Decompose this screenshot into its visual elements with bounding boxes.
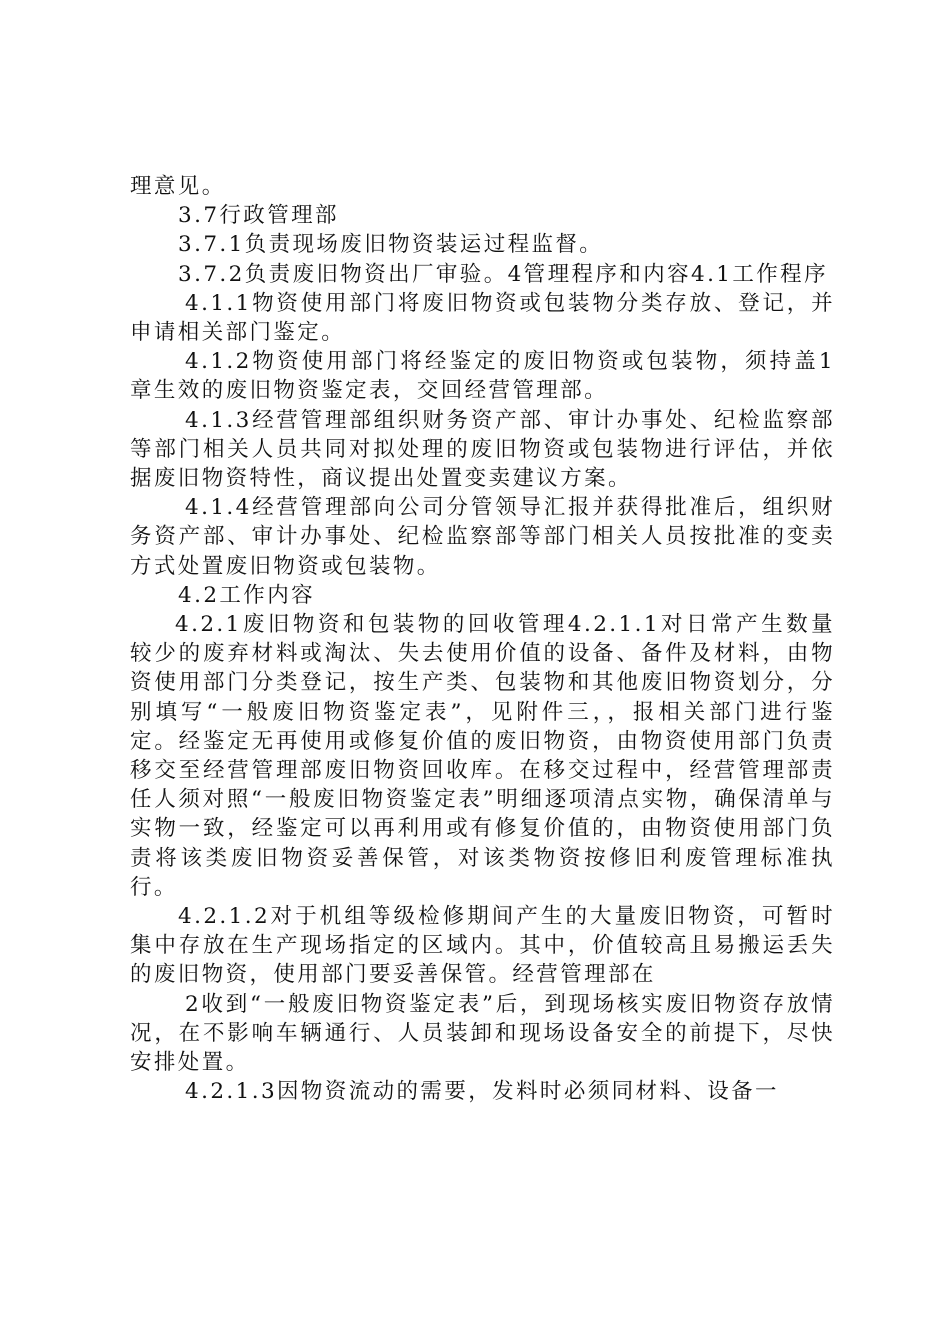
paragraph: 4.2.1废旧物资和包装物的回收管理4.2.1.1对日常产生数量较少的废弃材料或淘汰、失去使用价值的设备、备件及材料，由物资使用部门分类登记，按生产类、包装物和其他废旧物资划分，分别填写“一般废旧物资鉴定表”，见附件三，，报相关部门进行鉴定。经鉴定无再使用或修复价值的废旧物资，由物资使用部门负责移交至经营管理部废旧物资回收库。在移交过程中，经营管理部责任人须对照“一般废旧物资鉴定表”明细逐项清点实物，确保清单与实物一致，经鉴定可以再利用或有修复价值的，由物资使用部门负责将该类废旧物资妥善保管，对该类物资按修旧利废管理标准执行。 xyxy=(130,612,835,900)
paragraph: 4.1.2物资使用部门将经鉴定的废旧物资或包装物，须持盖1章生效的废旧物资鉴定表，交回经营管理部。 xyxy=(130,349,835,404)
paragraph: 4.1.3经营管理部组织财务资产部、审计办事处、纪检监察部等部门相关人员共同对拟处理的废旧物资或包装物进行评估，并依据废旧物资特性，商议提出处置变卖建议方案。 xyxy=(130,407,835,492)
paragraph: 2收到“一般废旧物资鉴定表”后，到现场核实废旧物资存放情况，在不影响车辆通行、人员装卸和现场设备安全的前提下，尽快安排处置。 xyxy=(130,991,835,1076)
paragraph: 3.7.2负责废旧物资出厂审验。4管理程序和内容4.1工作程序 xyxy=(178,261,828,287)
paragraph: 4.2.1.3因物资流动的需要，发料时必须同材料、设备一 xyxy=(185,1079,779,1105)
paragraph: 理意见。 xyxy=(130,174,226,199)
paragraph: 4.1.1物资使用部门将废旧物资或包装物分类存放、登记，并申请相关部门鉴定。 xyxy=(130,290,835,346)
paragraph: 4.2.1.2对于机组等级检修期间产生的大量废旧物资，可暂时集中存放在生产现场指定的区域内。其中，价值较高且易搬运丢失的废旧物资，使用部门要妥善保管。经营管理部在 xyxy=(130,904,835,988)
section-heading: 3.7行政管理部 xyxy=(178,203,339,229)
paragraph: 4.1.4经营管理部向公司分管领导汇报并获得批准后，组织财务资产部、审计办事处、纪检监察部等部门相关人员按批准的变卖方式处置废旧物资或包装物。 xyxy=(130,495,835,579)
paragraph: 3.7.1负责现场废旧物资装运过程监督。 xyxy=(178,232,604,258)
document-body xyxy=(130,172,835,1107)
section-heading: 4.2工作内容 xyxy=(178,582,315,608)
